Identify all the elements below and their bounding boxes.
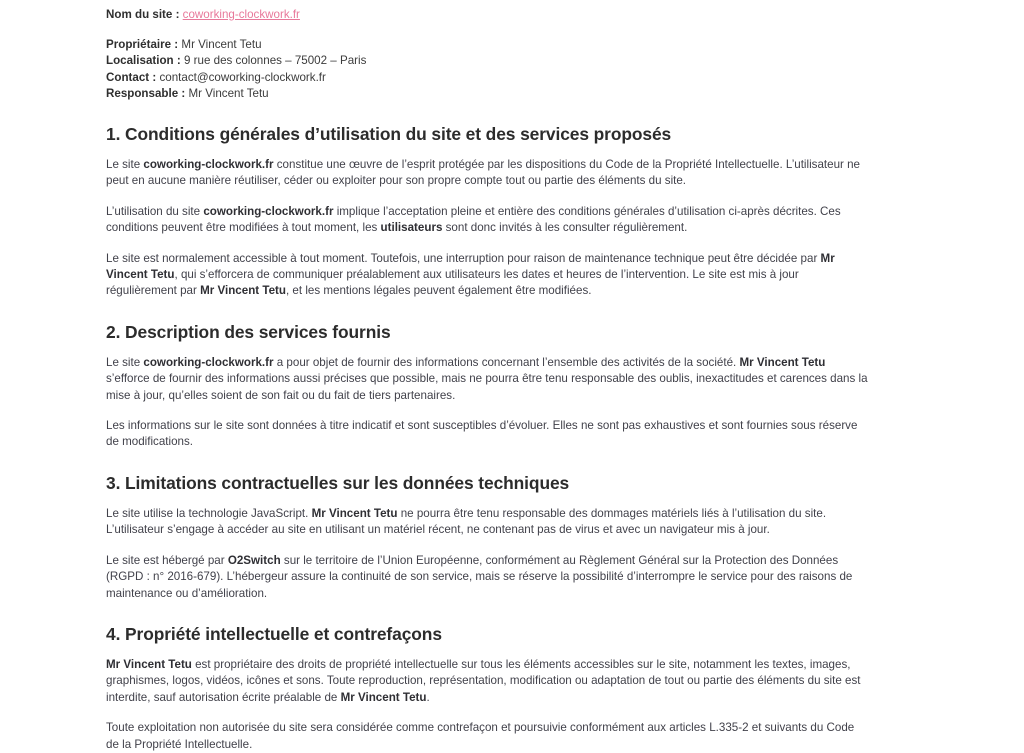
identity-block [106, 37, 870, 102]
section-4-paragraph-2: Toute exploitation non autorisée du site sera considérée comme contrefaçon et poursuivie conformément aux articles L.335-2 et suivants du Code de la Propriété Intellectuelle. [106, 721, 855, 751]
section-3-paragraph-1: Le site utilise la technologie JavaScript. Mr Vincent Tetu ne pourra être tenu responsable des dommages matériels liés à l’utilisation du site. L’utilisateur s’engage à accéder au site en utilisant un matériel récent, ne contenant pas de virus et avec un navigateur mis à jour. [106, 506, 827, 537]
site-name-label: Nom du site : [106, 8, 180, 21]
identity-label-location: Localisation : [106, 54, 181, 68]
section-3-paragraph-2: Le site est hébergé par O2Switch sur le territoire de l’Union Européenne, conformément au Règlement Général sur la Protection des Données (RGPD : n° 2016-679). L’hébergeur assure la continuité de son service, mais se réserve la possibilité d’interrompre le service pour des raisons de maintenance ou d’amélioration. [106, 553, 853, 600]
section-2-paragraph-2: Les informations sur le site sont données à titre indicatif et sont susceptibles d’évoluer. Elles ne sont pas exhaustives et sont fournies sous réserve de modifications. [106, 419, 858, 449]
site-name-line [106, 7, 870, 23]
identity-row-contact [106, 70, 870, 86]
identity-value-manager: Mr Vincent Tetu [188, 86, 269, 100]
identity-value-location: 9 rue des colonnes – 75002 – Paris [183, 54, 367, 68]
identity-label-contact: Contact : [106, 70, 157, 84]
identity-value-owner: Mr Vincent Tetu [181, 38, 262, 52]
section-1-paragraph-1: Le site coworking-clockwork.fr constitue une œuvre de l’esprit protégée par les dispositions du Code de la Propriété Intellectuelle. L’utilisateur ne peut en aucune manière réutiliser, céder ou exploiter pour son propre compte tout ou partie des éléments du site. [106, 158, 861, 188]
section-4-paragraph-1: Mr Vincent Tetu est propriétaire des droits de propriété intellectuelle sur tous les éléments accessibles sur le site, notamment les textes, images, graphismes, logos, vidéos, icônes et sons. Toute reproduction, représentation, modification ou adaptation de tout ou partie des éléments du site est interdite, sauf autorisation écrite préalable de Mr Vincent Tetu. [106, 657, 861, 704]
document-content [106, 0, 870, 753]
identity-row-manager [106, 86, 870, 102]
identity-value-contact: contact@coworking-clockwork.fr [159, 70, 326, 84]
section-heading-3: 3. Limitations contractuelles sur les données techniques [106, 472, 570, 493]
site-url-link[interactable]: coworking-clockwork.fr [182, 8, 300, 21]
section-heading-1: 1. Conditions générales d’utilisation du site et des services proposés [106, 124, 672, 145]
identity-row-location [106, 53, 870, 69]
identity-label-owner: Propriétaire : [106, 38, 179, 52]
section-heading-4: 4. Propriété intellectuelle et contrefaçons [106, 623, 442, 644]
identity-row-owner [106, 37, 870, 53]
section-2-paragraph-1: Le site coworking-clockwork.fr a pour objet de fournir des informations concernant l’ensemble des activités de la société. Mr Vincent Tetu s’efforce de fournir des informations aussi précises que possible, mais ne pourra être tenu responsable des oublis, inexactitudes et carences dans la mise à jour, qu’elles soient de son fait ou du fait de tiers partenaires. [106, 355, 868, 402]
identity-label-manager: Responsable : [106, 86, 186, 100]
section-1-paragraph-3: Le site est normalement accessible à tout moment. Toutefois, une interruption pour raison de maintenance technique peut être décidée par Mr Vincent Tetu, qui s’efforcera de communiquer préalablement aux utilisateurs les dates et heures de l’intervention. Le site est mis à jour régulièrement par Mr Vincent Tetu, et les mentions légales peuvent également être modifiées. [106, 251, 835, 298]
section-heading-2: 2. Description des services fournis [106, 321, 391, 342]
section-1-paragraph-2: L’utilisation du site coworking-clockwork.fr implique l’acceptation pleine et entière des conditions générales d’utilisation ci-après décrites. Ces conditions peuvent être modifiées à tout moment, les utilisateurs sont donc invités à les consulter régulièrement. [106, 204, 841, 235]
